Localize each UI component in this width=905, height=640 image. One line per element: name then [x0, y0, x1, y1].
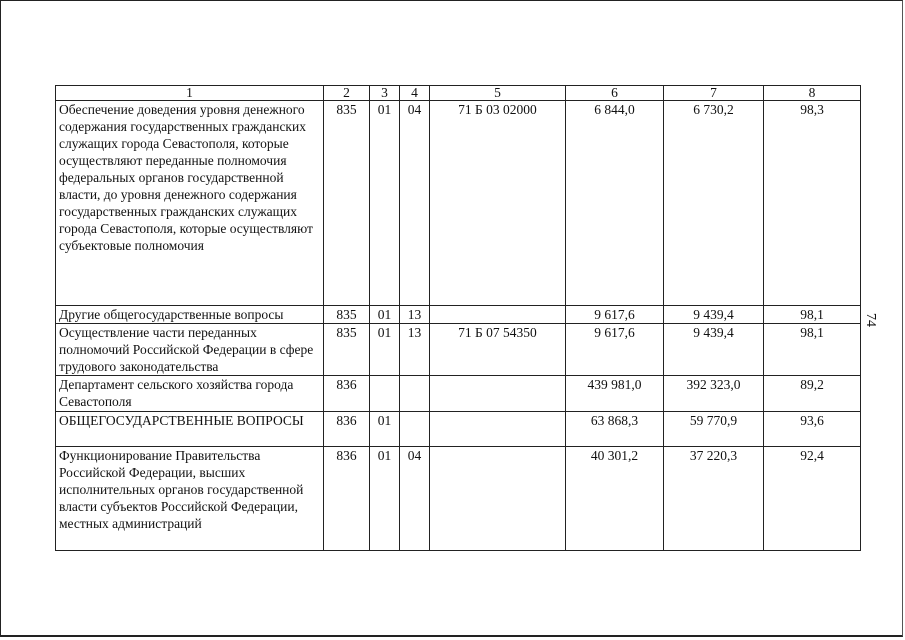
ministry-code-cell: 836 [324, 447, 370, 551]
actual-amount-cell: 9 439,4 [664, 324, 764, 376]
header-cell: 1 [56, 86, 324, 101]
budget-table [55, 85, 861, 551]
target-article-cell [430, 376, 566, 412]
target-article-cell [430, 306, 566, 324]
subsection-code-cell [400, 376, 430, 412]
actual-amount-cell: 9 439,4 [664, 306, 764, 324]
header-cell: 5 [430, 86, 566, 101]
planned-amount-cell: 6 844,0 [566, 101, 664, 306]
actual-amount-cell: 37 220,3 [664, 447, 764, 551]
page-number: 74 [863, 313, 878, 327]
section-code-cell: 01 [370, 412, 400, 447]
percent-cell: 92,4 [764, 447, 861, 551]
target-article-cell: 71 Б 03 02000 [430, 101, 566, 306]
target-article-cell [430, 412, 566, 447]
section-code-cell [370, 376, 400, 412]
table-row [56, 324, 861, 376]
section-code-cell: 01 [370, 324, 400, 376]
planned-amount-cell: 40 301,2 [566, 447, 664, 551]
header-cell: 4 [400, 86, 430, 101]
actual-amount-cell: 392 323,0 [664, 376, 764, 412]
planned-amount-cell: 439 981,0 [566, 376, 664, 412]
header-cell: 7 [664, 86, 764, 101]
section-code-cell: 01 [370, 306, 400, 324]
planned-amount-cell: 63 868,3 [566, 412, 664, 447]
subsection-code-cell: 13 [400, 306, 430, 324]
percent-cell: 98,3 [764, 101, 861, 306]
ministry-code-cell: 836 [324, 376, 370, 412]
header-cell: 2 [324, 86, 370, 101]
ministry-code-cell: 835 [324, 101, 370, 306]
row-name-cell: Обеспечение доведения уровня денежного содержания государственных гражданских служащих города Севастополя, которые осуществляют переданные полномочия федеральных органов государственной власти, до уровня денежного содержания государственных гражданских служащих города Севастополя, которые осуществляют субъектовые полномочия [56, 101, 324, 306]
table-row [56, 376, 861, 412]
row-name-cell: Осуществление части переданных полномочий Российской Федерации в сфере трудового законодательства [56, 324, 324, 376]
subsection-code-cell: 13 [400, 324, 430, 376]
row-name-cell: Департамент сельского хозяйства города Севастополя [56, 376, 324, 412]
row-name-cell: Функционирование Правительства Российской Федерации, высших исполнительных органов государственной власти субъектов Российской Федерации, местных администраций [56, 447, 324, 551]
actual-amount-cell: 6 730,2 [664, 101, 764, 306]
target-article-cell [430, 447, 566, 551]
percent-cell: 98,1 [764, 306, 861, 324]
header-cell: 6 [566, 86, 664, 101]
table-row [56, 447, 861, 551]
section-code-cell: 01 [370, 101, 400, 306]
row-name-cell: Другие общегосударственные вопросы [56, 306, 324, 324]
subsection-code-cell [400, 412, 430, 447]
subsection-code-cell: 04 [400, 447, 430, 551]
percent-cell: 98,1 [764, 324, 861, 376]
planned-amount-cell: 9 617,6 [566, 306, 664, 324]
header-cell: 8 [764, 86, 861, 101]
ministry-code-cell: 835 [324, 324, 370, 376]
ministry-code-cell: 836 [324, 412, 370, 447]
subsection-code-cell: 04 [400, 101, 430, 306]
planned-amount-cell: 9 617,6 [566, 324, 664, 376]
target-article-cell: 71 Б 07 54350 [430, 324, 566, 376]
table-header-row [56, 86, 861, 101]
table-row [56, 306, 861, 324]
table-row [56, 412, 861, 447]
section-code-cell: 01 [370, 447, 400, 551]
row-name-cell: ОБЩЕГОСУДАРСТВЕННЫЕ ВОПРОСЫ [56, 412, 324, 447]
header-cell: 3 [370, 86, 400, 101]
percent-cell: 89,2 [764, 376, 861, 412]
ministry-code-cell: 835 [324, 306, 370, 324]
table-row [56, 101, 861, 306]
percent-cell: 93,6 [764, 412, 861, 447]
actual-amount-cell: 59 770,9 [664, 412, 764, 447]
